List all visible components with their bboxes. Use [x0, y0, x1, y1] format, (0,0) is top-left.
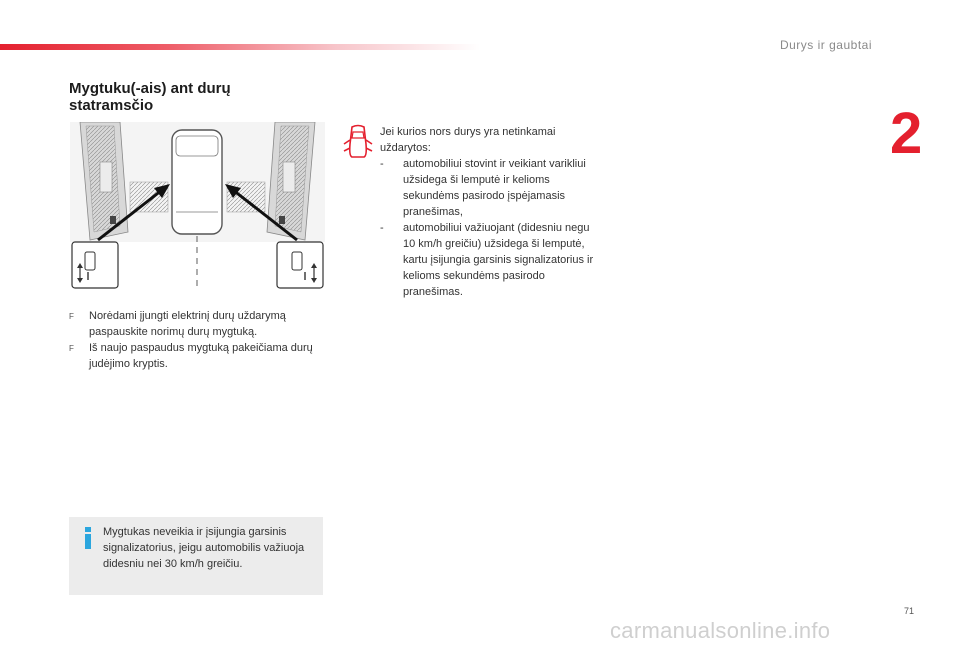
warning-dash: - [380, 158, 384, 170]
van-door-illustration [70, 122, 325, 292]
watermark: carmanualsonline.info [610, 618, 831, 643]
instructions-list [69, 308, 329, 372]
chapter-number: 2 [890, 101, 923, 166]
page-number: 71 [904, 606, 915, 616]
warning-item-text: automobiliui stovint ir veikiant varikliui užsidega ši lemputė ir kelioms sekundėms pasirodo įspėjamasis pranešimas, [403, 158, 586, 218]
step-bullet: F [69, 312, 74, 321]
info-box [69, 517, 323, 595]
warning-text [380, 124, 595, 300]
section-title: Mygtuku(-ais) ant durų statramsčio [69, 80, 231, 114]
step-text: Norėdami įjungti elektrinį durų uždarymą paspauskite norimų durų mygtuką. [89, 310, 286, 338]
warning-item-text: automobiliui važiuojant (didesniu negu 10 km/h greičiu) užsidega ši lemputė, kartu įsijungia garsinis signalizatorius ir kelioms sekundėms pasirodo pranešimas. [403, 222, 594, 298]
header-accent-bar [0, 44, 480, 50]
info-icon [81, 527, 95, 549]
warning-item [380, 156, 595, 220]
car-door-warning-icon [343, 124, 373, 160]
warning-intro: Jei kurios nors durys yra netinkamai uždarytos: [380, 126, 556, 154]
chapter-title: Durys ir gaubtai [779, 38, 872, 52]
step-bullet: F [69, 344, 74, 353]
instruction-step [69, 340, 329, 372]
warning-dash: - [380, 222, 384, 234]
step-text: Iš naujo paspaudus mygtuką pakeičiama durų judėjimo kryptis. [89, 342, 313, 370]
info-text: Mygtukas neveikia ir įsijungia garsinis signalizatorius, jeigu automobilis važiuoja didesniu nei 30 km/h greičiu. [103, 526, 305, 570]
warning-item [380, 220, 595, 300]
instruction-step [69, 308, 329, 340]
